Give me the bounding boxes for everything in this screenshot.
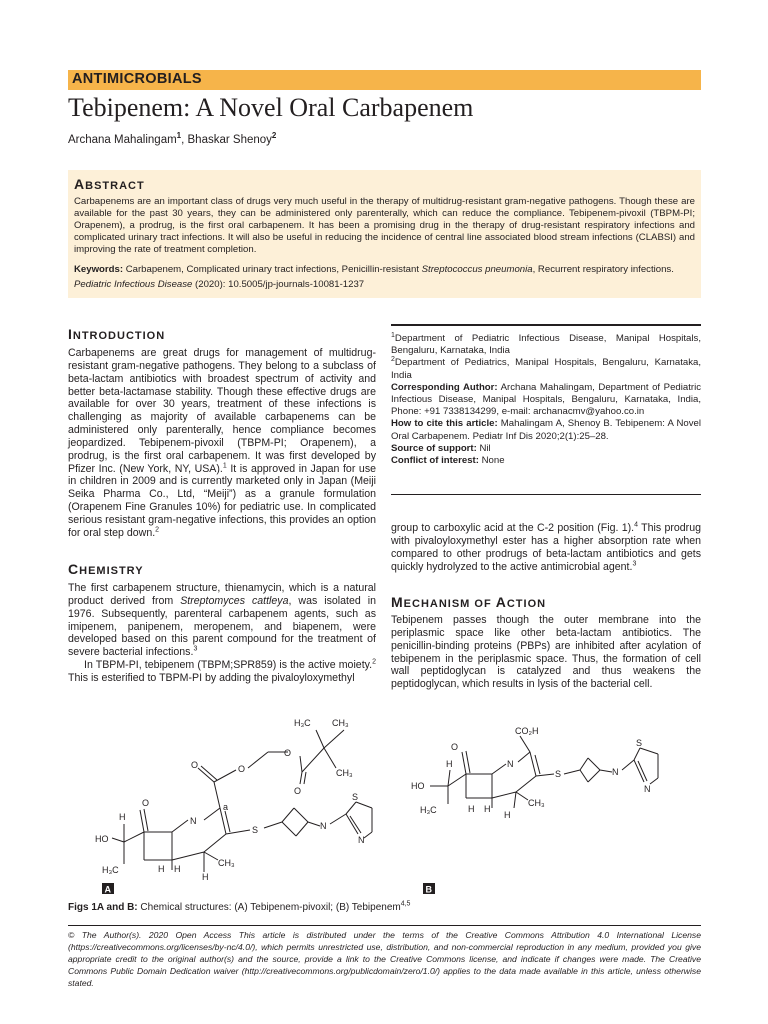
atom-label: N [644,784,651,794]
atom-label: N [320,821,327,831]
reference-marker: 2 [372,658,376,666]
reference-marker: 4 [634,521,638,529]
section-label: ANTIMICROBIALS [72,71,202,87]
author-name: Archana Mahalingam [68,134,177,146]
chemistry-heading [68,561,144,579]
affiliation-2 [391,357,701,381]
paragraph-text: This is esterified to TBPM-PI by adding the pivaloyloxymethyl [68,671,355,684]
atom-label: H₃C [420,805,437,815]
atom-label: HO [95,834,109,844]
affiliation-1 [391,333,701,357]
atom-label: S [636,738,643,748]
field-label: Conflict of interest: [391,455,479,467]
paragraph-text: The first carbapenem structure, thienamycin, which is a natural product derived from [68,582,376,607]
species-name: Streptomyces cattleya [180,594,289,607]
atom-label: H [202,872,209,882]
atom-label: a [223,802,229,812]
atom-label: O [191,760,199,770]
atom-label: CH₃ [528,798,545,808]
atom-label: N [612,767,619,777]
author-name: Bhaskar Shenoy [187,134,272,146]
atom-label: S [555,769,562,779]
abstract-heading [74,176,145,194]
paragraph-text: Carbapenems are great drugs for management of multidrug-resistant gram-negative pathogens. They belong to a subclass of beta-lactam antibiotics with broadest spectrum of activity and better beta-lactamase stability. Though these effective drugs are available for over 30 years, treatment of these infections is challenging as majority of available carbapenems can be administered only parenterally, hence compliance becomes jeopardized. Tebipenem-pivoxil (TBPM-PI; Orapenem), a prodrug, is the first oral carbapenem. It was first developed by Pfizer Inc. (New York, NY, USA). [68,347,376,475]
reference-marker: 3 [193,645,198,653]
abstract-text: Carbapenems are an important class of drugs very much useful in the therapy of multidrug-resistant gram-negative pathogens. Though these are available for the past 30 years, they can be administered only parenterally, which can reduce the compliance. Tebipenem-pivoxil (TBPM-PI; Orapenem), a prodrug, is the first oral carbapenem. It has been a promising drug in the therapy of drug-resistant respiratory infections and complicated urinary tract infections. It will also be useful in reducing the incidence of central line associated blood stream infections (CLABSI) and improving the rate of treatment completion. [74,196,695,256]
heading-initial: C [68,561,80,577]
keywords-species: Streptococcus pneumonia [421,264,533,275]
source-of-support [391,443,701,455]
abstract-box [68,170,701,298]
paragraph-text: group to carboxylic acid at the C-2 position (Fig. 1). [391,522,635,534]
corresponding-author [391,382,701,419]
how-to-cite [391,418,701,442]
introduction-heading [68,326,165,344]
atom-label: CO₂H [515,726,539,736]
panel-label-b: B [425,884,432,895]
atom-label: HO [411,781,425,791]
heading-rest: CTION [506,598,547,610]
atom-label: O [451,742,459,752]
field-value: None [478,455,505,467]
atom-label: S [352,792,359,802]
atom-label: H₃C [102,865,119,875]
atom-label: O [294,786,302,796]
heading-rest: NTRODUCTION [72,330,166,342]
atom-label: N [507,759,514,769]
paragraph-text: , was isolated in 1976. Subsequently, parenteral carbapenem agents, such as imipenem, panipenem, meropenem, and biapenem, were developed based on this parent compound for the treatment of severe bacterial infections. [68,594,376,659]
panel-label-a: A [104,884,111,895]
field-label: How to cite this article: [391,418,498,430]
field-label: Source of support: [391,442,477,454]
mechanism-heading [391,594,546,612]
affiliation-marker: 2 [271,131,277,141]
paragraph-text: This prodrug with pivaloyloxymethyl ester has a higher absorption rate when compared to other prodrugs of beta-lactam antibiotics and gets quickly hydrolyzed to the active antimicrobial agent. [391,522,701,573]
atom-label: O [142,798,150,808]
caption-label: Figs 1A and B: [68,902,138,913]
heading-initial: A [74,176,86,192]
atom-label: H [504,810,511,820]
paragraph [68,659,376,685]
license-footer: © The Author(s). 2020 Open Access This article is distributed under the terms of the Creative Commons Attribution 4.0 International License (https://creativecommons.org/licenses/by-nc/4.0/), which permits unrestricted use, distribution, and non-commercial reproduction in any medium, provided you give appropriate credit to the original author(s) and the source, provide a link to the Creative Commons license, and indicate if changes were made. The Creative Commons Public Domain Dedication waiver (http://creativecommons.org/publicdomain/zero/1.0/) applies to the data made available in this article, unless otherwise stated. [68,930,701,988]
keywords-label: Keywords: [74,264,124,275]
affiliation-marker: 1 [176,131,182,141]
keywords-text: Carbapenem, Complicated urinary tract infections, Penicillin-resistant [123,264,422,275]
paragraph-text: It is approved in Japan for use in children in 2009 and is currently marketed only in Japan (Meiji Seika Pharma Co., Ltd, “Meiji”) as a granule formulation (Orapenem Fine Granules 10%) for pediatric use. In complicated serious resistant gram-negative infections, this provides an option for oral step down. [68,462,377,539]
footer-rule [68,925,701,926]
atom-label: S [252,825,259,835]
atom-label: O [238,764,246,774]
atom-label: CH₃ [218,858,235,868]
atom-label: H [468,804,475,814]
atom-label: H [484,804,491,814]
article-title: Tebipenem: A Novel Oral Carbapenem [68,93,474,122]
keywords-text-end: , Recurrent respiratory infections. [532,264,674,275]
section-banner [68,70,701,90]
affiliation-marker: 2 [391,356,395,364]
introduction-text [68,347,376,540]
field-value: Mahalingam A, Shenoy B. Tebipenem: A Novel Oral Carbapenem. Pediatr Inf Dis 2020;2(1):25–28. [391,418,701,442]
paragraph-text: In TBPM-PI, tebipenem (TBPM;SPR859) is the active moiety. [84,659,373,672]
heading-rest: BSTRACT [85,180,145,192]
atom-label: N [358,835,365,845]
atom-label: N [190,816,197,826]
affiliation-marker: 1 [391,331,395,339]
reference-marker: 3 [632,560,637,567]
field-value: Nil [476,442,491,454]
heading-initial: M [391,594,404,610]
affiliation-box [391,333,701,467]
atom-label: H [446,759,453,769]
mechanism-text: Tebipenem passes though the outer membrane into the periplasmic space like other beta-lactam antibiotics. The penicillin-binding proteins (PBPs) are inhibited after acylation of tebipenem in the periplasmic space. Thus, the formation of cell wall peptidoglycan is catalyzed and thus weakens the peptidoglycan, which results in lysis of the bacterial cell. [391,614,701,691]
atom-label: H₃C [294,718,311,728]
atom-label: H [158,864,165,874]
citation-doi: (2020): 10.5005/jp-journals-10081-1237 [192,279,365,290]
affiliation-bottom-rule [391,494,701,495]
heading-rest: HEMISTRY [79,565,144,577]
atom-label: CH₃ [332,718,349,728]
citation-line [74,279,695,291]
heading-rest: ECHANISM OF [403,598,496,610]
affiliation-text: Department of Pediatric Infectious Disease, Manipal Hospitals, Bengaluru, Karnataka, India [391,333,701,357]
field-label: Corresponding Author: [391,381,498,393]
heading-initial: A [495,594,507,610]
reference-marker: 2 [155,526,160,534]
affiliation-top-rule [391,324,701,326]
chemistry-continuation [391,522,701,573]
author-separator: , [181,134,188,146]
citation-journal: Pediatric Infectious Disease [74,279,193,290]
figure-caption [68,902,410,913]
caption-text: Chemical structures: (A) Tebipenem-pivoxil; (B) Tebipenem [137,902,401,913]
heading-initial: I [68,326,73,342]
atom-label: CH₃ [336,768,353,778]
atom-label: H [174,864,181,874]
atom-label: O [284,748,292,758]
field-value: Archana Mahalingam, Department of Pediatric Infectious Disease, Manipal Hospitals, Bengaluru, Karnataka, India, Phone: +91 7338134299, e-mail: archanacmv@yahoo.co.in [391,381,701,418]
keywords [74,264,695,276]
chemistry-text [68,582,376,685]
figure-chemical-structures [68,712,701,897]
atom-label: H [119,812,126,822]
reference-marker: 4,5 [400,900,411,908]
author-list [68,131,277,146]
structure-drawing [68,712,701,897]
affiliation-text: Department of Pediatrics, Manipal Hospitals, Bengaluru, Karnataka, India [391,357,701,381]
reference-marker: 1 [222,462,227,470]
conflict-of-interest [391,455,701,467]
